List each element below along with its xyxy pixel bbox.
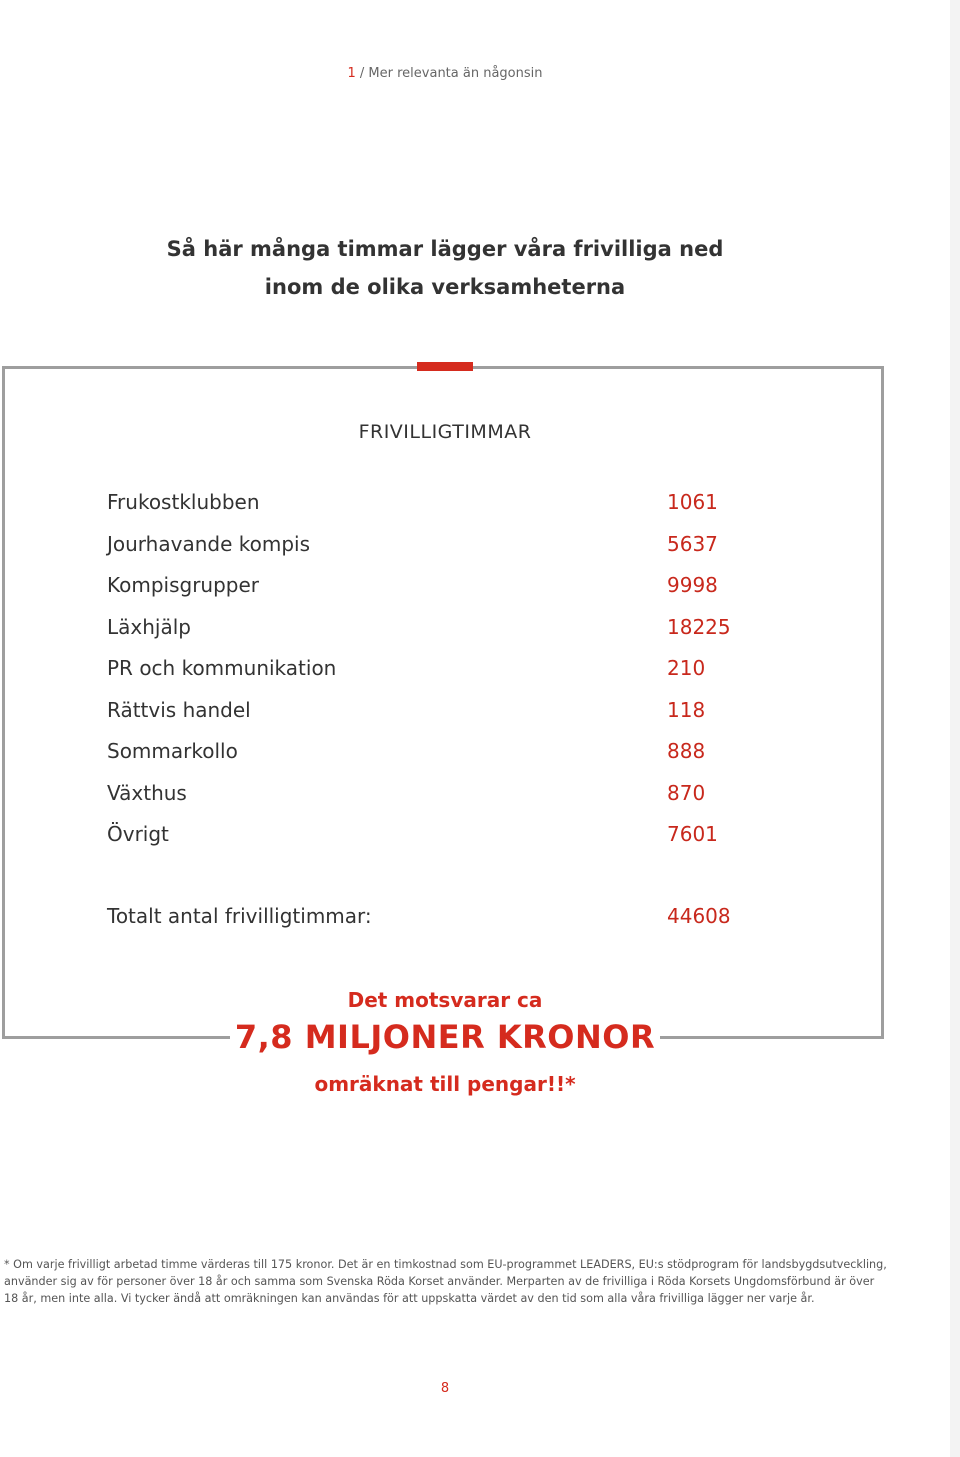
page-edge-shadow [950,0,960,1457]
row-label: Jourhavande kompis [107,531,310,556]
row-value: 888 [667,739,706,763]
table-heading: FRIVILLIGTIMMAR [358,421,532,443]
footnote: * Om varje frivilligt arbetad timme värderas till 175 kronor. Det är en timkostnad som EU-programmet LEADERS, EU:s stödprogram för landsbygdsutveckling, använder sig av för personer över 18 år och samma som Svenska Röda Korset använder. Merparten av de frivilliga i Röda Korsets Ungdomsförbund är över 18 år, men inte alla. Vi tycker ändå att omräkningen kan användas för att uppskatta värdet av den tid som alla våra frivilliga lägger ner varje år. [4,1258,887,1305]
row-value: 9998 [667,573,718,597]
row-label: PR och kommunikation [107,656,337,680]
row-label: Rättvis handel [107,697,251,722]
total-value: 44608 [667,904,731,928]
table-row [107,781,767,811]
row-value: 5637 [667,531,718,556]
row-value: 210 [667,656,706,680]
running-header [0,66,890,81]
total-label: Totalt antal frivilligtimmar: [107,904,372,928]
row-label: Läxhjälp [107,614,191,639]
chapter-number: 1 [347,66,356,81]
total-row [107,904,767,934]
row-label: Växthus [107,780,187,805]
table-row [107,822,767,852]
row-value: 870 [667,780,706,805]
row-value: 118 [667,697,706,722]
table-row [107,698,767,728]
table-row [107,573,767,603]
conversion-amount: 7,8 MILJONER KRONOR [234,1018,656,1056]
header-separator: / [355,66,369,81]
conversion-outro: omräknat till pengar!!* [314,1072,576,1096]
page-number: 8 [440,1381,450,1396]
row-label: Sommarkollo [107,739,238,763]
page-title-line-2: inom de olika verksamheterna [264,275,626,299]
table-row [107,490,767,520]
row-label: Övrigt [107,822,169,846]
conversion-intro: Det motsvarar ca [347,988,543,1012]
page-title [0,230,890,306]
row-value: 18225 [667,614,731,639]
table-row [107,739,767,769]
red-accent-tab [417,362,473,371]
table-row [107,656,767,686]
chapter-title: Mer relevanta än någonsin [368,66,543,81]
row-label: Frukostklubben [107,490,260,514]
row-value: 1061 [667,490,718,514]
row-label: Kompisgrupper [107,573,260,597]
table-row [107,615,767,645]
row-value: 7601 [667,822,718,846]
page-title-line-1: Så här många timmar lägger våra frivilliga ned [166,237,724,261]
table-row [107,532,767,562]
